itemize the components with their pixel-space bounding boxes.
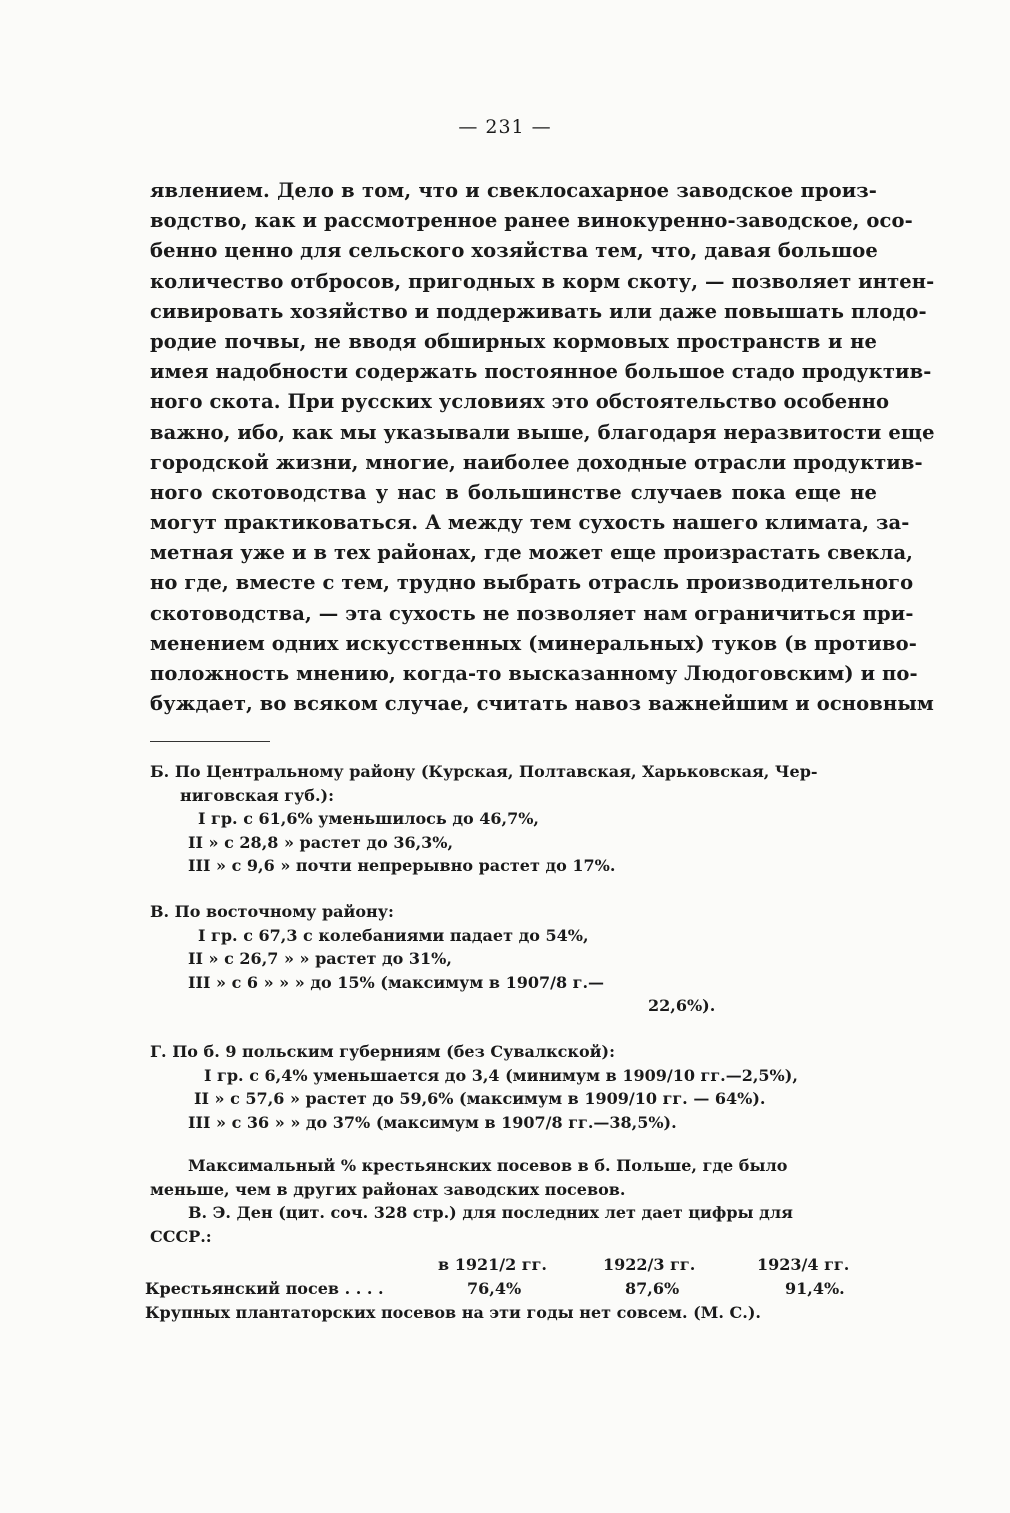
- note-line: меньше, чем в других районах заводских посевов.: [150, 1179, 626, 1199]
- text-line: водство, как и рассмотренное ранее винокуренно-заводское, осо-: [150, 209, 913, 233]
- table-cell: 87,6%: [625, 1279, 680, 1298]
- text-line: ного скотоводства у нас в большинстве случаев пока еще не: [150, 480, 877, 504]
- table-row-label: Крестьянский посев . . . .: [145, 1279, 384, 1298]
- text-line: городской жизни, многие, наиболее доходные отрасли продуктив-: [150, 450, 923, 474]
- text-line: родие почвы, не вводя обширных кормовых пространств и не: [150, 329, 877, 353]
- text-line: могут практиковаться. А между тем сухость нашего климата, за-: [150, 511, 910, 535]
- text-line: ного скота. При русских условиях это обстоятельство особенно: [150, 390, 890, 414]
- text-line: положность мнению, когда-то высказанному Людоговским) и по-: [150, 662, 918, 685]
- final-line: Крупных плантаторских посевов на эти годы нет совсем. (М. С.).: [145, 1303, 761, 1322]
- text-line: количество отбросов, пригодных в корм скоту, — позволяет интен-: [150, 269, 935, 293]
- footnote-b: [150, 760, 880, 878]
- table-cell: 91,4%.: [785, 1279, 845, 1298]
- text-line: бенно ценно для сельского хозяйства тем, что, давая большое: [150, 239, 878, 263]
- table-row: [145, 1277, 880, 1301]
- footnote-row: I гр. с 61,6% уменьшилось до 46,7%,: [198, 809, 539, 828]
- text-line: буждает, во всяком случае, считать навоз важнейшим и основным: [150, 692, 934, 716]
- table-header: 1922/3 гг.: [603, 1255, 696, 1274]
- footnote-row-cont: 22,6%).: [648, 996, 716, 1015]
- table-header: 1923/4 гг.: [757, 1255, 850, 1274]
- text-line: важно, ибо, как мы указывали выше, благодаря неразвитости еще: [150, 420, 935, 444]
- note-line: В. Э. Ден (цит. соч. 328 стр.) для последних лет дает цифры для: [188, 1203, 793, 1222]
- footnote-heading: В. По восточному району:: [150, 902, 394, 921]
- footnote-notes: [150, 1154, 880, 1248]
- text-line: явлением. Дело в том, что и свеклосахарное заводское произ-: [150, 179, 877, 202]
- footnote-row: III » с 6 » » » до 15% (максимум в 1907/8 г.—: [188, 972, 605, 992]
- footnote-heading-cont: ниговская губ.):: [180, 785, 334, 805]
- text-line: менением одних искусственных (минеральных) туков (в противо-: [150, 631, 917, 655]
- footnote-row: I гр. с 6,4% уменьшается до 3,4 (минимум в 1909/10 гг.—2,5%),: [204, 1065, 798, 1085]
- text-line: скотоводства, — эта сухость не позволяет нам ограничиться при-: [150, 601, 914, 625]
- footnote-heading: Г. По б. 9 польским губерниям (без Сувалкской):: [150, 1042, 615, 1061]
- footnote-row: III » с 9,6 » почти непрерывно растет до 17%.: [188, 856, 616, 875]
- table-header: в 1921/2 гг.: [438, 1255, 547, 1274]
- footnote-row: III » с 36 » » до 37% (максимум в 1907/8 гг.—38,5%).: [188, 1112, 677, 1132]
- footnote-row: II » с 28,8 » растет до 36,3%,: [188, 832, 454, 852]
- main-text: [150, 176, 935, 719]
- text-line: метная уже и в тех районах, где может еще произрастать свекла,: [150, 541, 914, 565]
- text-line: имея надобности содержать постоянное большое стадо продуктив-: [150, 360, 932, 384]
- table-cell: 76,4%: [467, 1279, 522, 1298]
- page-number: — 231 —: [458, 116, 552, 138]
- table-header-row: [145, 1253, 880, 1277]
- footnote-row: II » с 57,6 » растет до 59,6% (максимум в 1909/10 гг. — 64%).: [194, 1089, 766, 1108]
- note-line: СССР.:: [150, 1226, 212, 1246]
- footnote-divider: [150, 741, 270, 742]
- footnote-heading: Б. По Центральному району (Курская, Полтавская, Харьковская, Чер-: [150, 762, 818, 781]
- text-line: сивировать хозяйство и поддерживать или даже повышать плодо-: [150, 299, 927, 323]
- note-line: Максимальный % крестьянских посевов в б. Польше, где было: [188, 1156, 788, 1175]
- footnote-row: I гр. с 67,3 с колебаниями падает до 54%,: [198, 925, 589, 945]
- final-line-row: [145, 1301, 880, 1325]
- footnote-row: II » с 26,7 » » растет до 31%,: [188, 949, 452, 968]
- footnote-g: [150, 1040, 880, 1134]
- sowing-table: [145, 1253, 880, 1325]
- text-line: но где, вместе с тем, трудно выбрать отрасль производительного: [150, 571, 914, 595]
- footnote-v: [150, 900, 880, 1018]
